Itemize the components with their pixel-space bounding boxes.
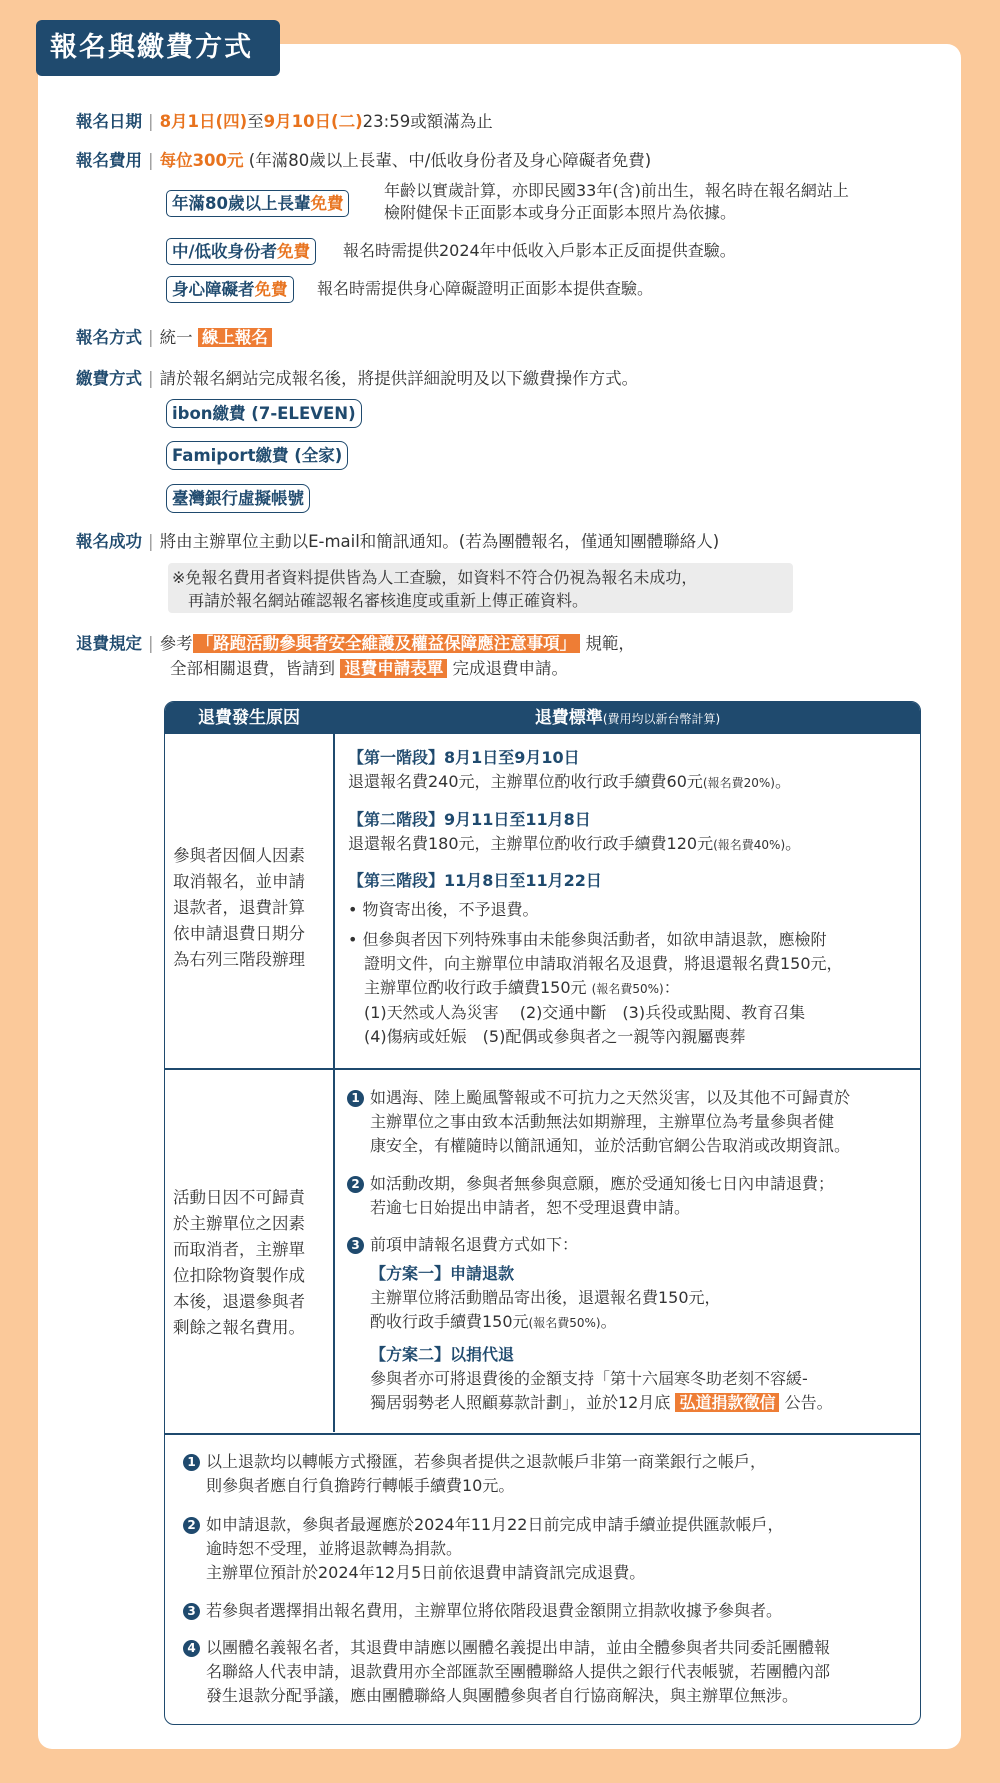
pay-option-famiport: Famiport繳費 (全家) — [166, 441, 348, 470]
stage-3: 【第三階段】11月8日至11月22日 • 物資寄出後，不予退費。 • 但參與者因下列特殊事由未能參與活動者，如欲申請退款，應檢附 證明文件，向主辦單位申請取消報名及退費，將退還報名費150元， 主辦單位酌收行政手續費150元 (報名費50%)： (1)天然或人為災害 (2)交通中斷 (3)兵役或點閱、教育召集 (4)傷病或妊娠 (5)配偶或參與者之一親等內親屬喪葬 — [348, 871, 843, 1046]
pay-method-label: 繳費方式 — [76, 369, 142, 388]
pay-option-ibon: ibon繳費 (7-ELEVEN) — [166, 399, 362, 428]
fee-tag-elderly: 年滿80歲以上長輩免費 — [166, 190, 349, 217]
pay-option-bank: 臺灣銀行虛擬帳號 — [166, 484, 310, 513]
reg-method-label: 報名方式 — [76, 328, 142, 347]
cancel-note-2: 2 如活動改期，參與者無參與意願，應於受通知後七日內申請退費； 若逾七日始提出申請者，恕不受理退費申請。 — [347, 1172, 834, 1220]
reg-method-row: 報名方式 | 統一 線上報名 — [76, 326, 272, 350]
footer-note-2: 2 如申請退款，參與者最遲應於2024年11月22日前完成申請手續並提供匯款帳戶， 逾時恕不受理，並將退款轉為捐款。 主辦單位預計於2024年12月5日前依退費申請資訊完成退費。 — [183, 1513, 783, 1585]
footer-note-4: 4 以團體名義報名者，其退費申請應以團體名義提出申請，並由全體參與者共同委託團體報 名聯絡人代表申請，退款費用亦全部匯款至團體聯絡人提供之銀行代表帳號，若團體內部 發生退款分配爭議，應由團體聯絡人與團體參與者自行協商解決，與主辦單位無涉。 — [183, 1636, 830, 1708]
cancel-note-3: 3 前項申請報名退費方式如下： — [347, 1233, 578, 1257]
reg-success-label: 報名成功 — [76, 532, 142, 551]
footer-note-1: 1 以上退款均以轉帳方式撥匯，若參與者提供之退款帳戶非第一商業銀行之帳戶， 則參與者應自行負擔跨行轉帳手續費10元。 — [183, 1450, 766, 1498]
reg-date-label: 報名日期 — [76, 112, 142, 131]
stage-2: 【第二階段】9月11日至11月8日 退還報名費180元，主辦單位酌收行政手續費120元(報名費40%)。 — [348, 810, 802, 853]
reg-fee-label: 報名費用 — [76, 151, 142, 170]
section-title: 報名與繳費方式 — [36, 20, 280, 76]
pay-method-row: 繳費方式 | 請於報名網站完成報名後，將提供詳細說明及以下繳費操作方式。 — [76, 369, 639, 388]
safety-guidelines-link[interactable]: 「路跑活動參與者安全維護及權益保障應注意事項」 — [193, 634, 581, 653]
header-reason: 退費發生原因 — [198, 708, 300, 728]
refund-table — [164, 701, 921, 1725]
reason-cancelled: 活動日因不可歸責 於主辦單位之因素 而取消者，主辦單 位扣除物資製作成 本後，退還參與者 剩餘之報名費用。 — [173, 1188, 305, 1337]
donation-disclosure-link[interactable]: 弘道捐款徵信 — [675, 1393, 779, 1412]
refund-form-link[interactable]: 退費申請表單 — [340, 659, 447, 678]
fee-desc-elderly: 年齡以實歲計算，亦即民國33年(含)前出生，報名時在報名網站上 檢附健保卡正面影本或身分正面影本照片為依據。 — [384, 181, 849, 222]
reason-personal: 參與者因個人因素 取消報名，並申請 退款者，退費計算 依申請退費日期分 為右列三階段辦理 — [173, 846, 305, 969]
reg-success-row: 報名成功 | 將由主辦單位主動以E-mail和簡訊通知。(若為團體報名，僅通知團體聯絡人) — [76, 532, 720, 551]
refund-label: 退費規定 — [76, 634, 142, 653]
stage-1: 【第一階段】8月1日至9月10日 退還報名費240元，主辦單位酌收行政手續費60元(報名費20%)。 — [348, 748, 791, 791]
plan-2: 【方案二】以捐代退 參與者亦可將退費後的金額支持「第十六屆寒冬助老刻不容緩- 獨居弱勢老人照顧募款計劃」，並於12月底 弘道捐款徵信 公告。 — [370, 1345, 833, 1412]
fee-tag-low-income: 中/低收身份者免費 — [166, 238, 316, 265]
row-divider-2 — [165, 1433, 920, 1435]
table-header — [165, 702, 920, 734]
refund-row-2: 全部相關退費，皆請到 退費申請表單 完成退費申請。 — [170, 659, 568, 678]
footer-note-3: 3 若參與者選擇捐出報名費用，主辦單位將依階段退費金額開立捐款收據予參與者。 — [183, 1599, 782, 1623]
fee-desc-disabled: 報名時需提供身心障礙證明正面影本提供查驗。 — [317, 279, 654, 298]
cancel-note-1: 1 如遇海、陸上颱風警報或不可抗力之天然災害，以及其他不可歸責於 主辦單位之事由致本活動無法如期辦理，主辦單位為考量參與者健 康安全，有權隨時以簡訊通知，並於活動官網公告取消或改期資訊。 — [347, 1086, 850, 1158]
plan-1: 【方案一】申請退款 主辦單位將活動贈品寄出後，退還報名費150元， 酌收行政手續費150元(報名費50%)。 — [370, 1264, 721, 1331]
reg-date-row: 報名日期 | 8月1日(四)至9月10日(二)23:59或額滿為止 — [76, 112, 493, 131]
fee-tag-disabled: 身心障礙者免費 — [166, 276, 294, 303]
column-divider — [333, 702, 335, 1432]
refund-row: 退費規定 | 參考 「路跑活動參與者安全維護及權益保障應注意事項」 規範， — [76, 634, 635, 653]
row-divider-1 — [165, 1068, 920, 1070]
online-registration-link[interactable]: 線上報名 — [198, 328, 272, 347]
verification-note: ※免報名費用者資料提供皆為人工查驗，如資料不符合仍視為報名未成功， 再請於報名網站確認報名審核進度或重新上傳正確資料。 — [168, 563, 793, 613]
reg-fee-row: 報名費用 | 每位300元 (年滿80歲以上長輩、中/低收身份者及身心障礙者免費) — [76, 151, 652, 170]
fee-desc-low-income: 報名時需提供2024年中低收入戶影本正反面提供查驗。 — [343, 241, 736, 260]
header-standard: 退費標準(費用均以新台幣計算) — [534, 708, 721, 728]
